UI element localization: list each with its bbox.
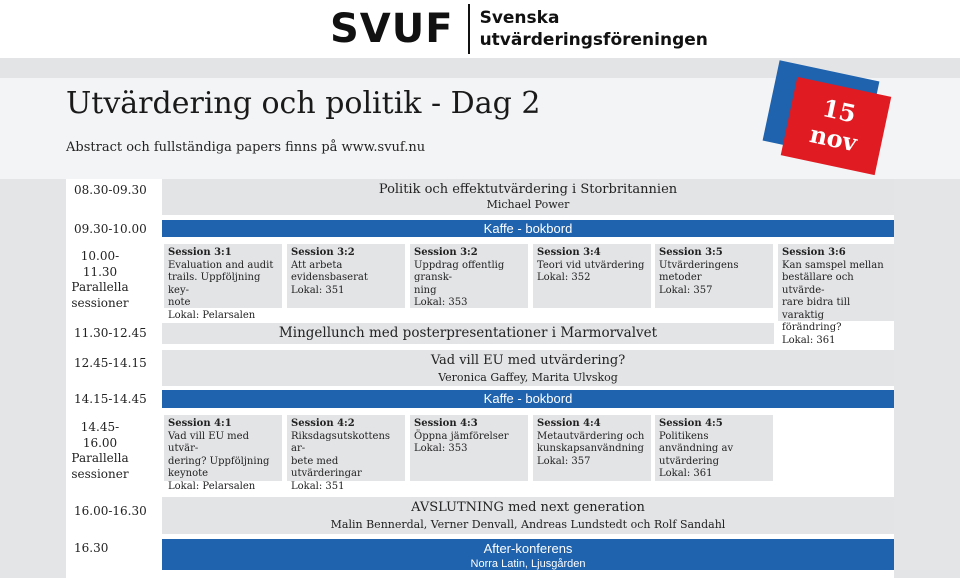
time-slot-4: 11.30-12.45: [74, 326, 147, 340]
logo-org-name: [480, 7, 708, 51]
time-slot-7: 14.45-16.00 Parallella sessioner: [71, 420, 129, 481]
session-3-2: [287, 244, 405, 308]
coffee-break-2: [162, 390, 894, 408]
closing-title: AVSLUTNING med next generation: [411, 500, 645, 515]
session-3-6: [778, 244, 894, 346]
session-4-3-title: Session 4:3: [414, 418, 478, 429]
session-3-4-details: Teori vid utvärdering Lokal: 352: [537, 259, 645, 283]
session-3-1-details: Evaluation and audit trails. Uppföljning key- note Lokal: Pelarsalen: [168, 259, 274, 321]
session-3-5-title: Session 3:5: [659, 247, 723, 258]
coffee-break-2-label: Kaffe - bokbord: [483, 391, 573, 406]
session-4-5-title: Session 4:5: [659, 418, 723, 429]
session-4-4-title: Session 4:4: [537, 418, 601, 429]
coffee-break-1-label: Kaffe - bokbord: [483, 221, 573, 236]
time-slot-1: 08.30-09.30: [74, 183, 147, 197]
opening-keynote-title: Politik och effektutvärdering i Storbritannien: [378, 182, 678, 197]
session-3-3-details: Uppdrag offentlig gransk- ning Lokal: 353: [414, 259, 505, 308]
lunch-label: Mingellunch med posterpresentationer i Marmorvalvet: [278, 325, 658, 341]
session-4-1-details: Vad vill EU med utvär- dering? Uppföljning keynote Lokal: Pelarsalen: [168, 430, 270, 492]
session-3-1-title: Session 3:1: [168, 247, 232, 258]
session-4-2-details: Riksdagsutskottens ar- bete med utvärderingar Lokal: 351: [291, 430, 391, 492]
session-3-4: [533, 244, 651, 308]
eu-keynote-title: Vad vill EU med utvärdering?: [430, 353, 626, 368]
session-4-4-details: Metautvärdering och kunskapsanvändning Lokal: 357: [537, 430, 645, 467]
after-conference-title: After-konferens: [483, 541, 573, 556]
time-slot-5: 12.45-14.15: [74, 356, 147, 370]
eu-keynote: [162, 350, 894, 386]
logo-org-line1: Svenska: [479, 8, 560, 28]
session-3-1: [164, 244, 282, 321]
session-4-2: [287, 415, 405, 492]
logo-wordmark: SVUF: [330, 6, 454, 52]
time-slot-6: 14.15-14.45: [74, 392, 147, 406]
logo-divider: [468, 4, 470, 54]
time-slot-2: 09.30-10.00: [74, 222, 147, 236]
session-4-2-title: Session 4:2: [291, 418, 355, 429]
opening-keynote-speaker: Michael Power: [486, 198, 570, 211]
coffee-break-1: [162, 220, 894, 237]
session-3-3-title: Session 3:2: [414, 247, 478, 258]
closing-speakers: Malin Bennerdal, Verner Denvall, Andreas Lundstedt och Rolf Sandahl: [330, 518, 726, 531]
session-3-5: [655, 244, 773, 308]
session-3-3: [410, 244, 528, 308]
page-subtitle: Abstract och fullständiga papers finns på www.svuf.nu: [66, 140, 426, 155]
session-4-5: [655, 415, 773, 481]
time-slot-8: 16.00-16.30: [74, 504, 147, 518]
after-conference: [162, 539, 894, 570]
session-3-5-details: Utvärderingens metoder Lokal: 357: [659, 259, 739, 296]
opening-keynote: [162, 179, 894, 215]
date-month: nov: [807, 119, 860, 158]
session-4-4: [533, 415, 651, 481]
after-conference-venue: Norra Latin, Ljusgården: [470, 558, 586, 570]
eu-keynote-speakers: Veronica Gaffey, Marita Ulvskog: [438, 371, 618, 384]
session-4-3-details: Öppna jämförelser Lokal: 353: [414, 430, 509, 454]
time-slot-9: 16.30: [74, 541, 109, 555]
time-slot-3: 10.00-11.30 Parallella sessioner: [71, 249, 129, 310]
session-3-2-title: Session 3:2: [291, 247, 355, 258]
date-day: 15: [819, 93, 859, 129]
logo-org-line2: utvärderingsföreningen: [479, 30, 708, 50]
session-3-6-title: Session 3:6: [782, 247, 846, 258]
closing-session: [162, 497, 894, 534]
session-4-3: [410, 415, 528, 481]
page-title: Utvärdering och politik - Dag 2: [66, 86, 541, 121]
svuf-logo: [330, 0, 708, 58]
session-4-1: [164, 415, 282, 492]
session-3-4-title: Session 3:4: [537, 247, 601, 258]
session-3-6-details: Kan samspel mellan beställare och utvärde- rare bidra till varaktig förändring? Lokal: 361: [782, 259, 884, 346]
session-4-5-details: Politikens användning av utvärdering Lokal: 361: [659, 430, 734, 479]
session-3-2-details: Att arbeta evidensbaserat Lokal: 351: [291, 259, 368, 296]
session-4-1-title: Session 4:1: [168, 418, 232, 429]
lunch-bar: [162, 323, 774, 344]
